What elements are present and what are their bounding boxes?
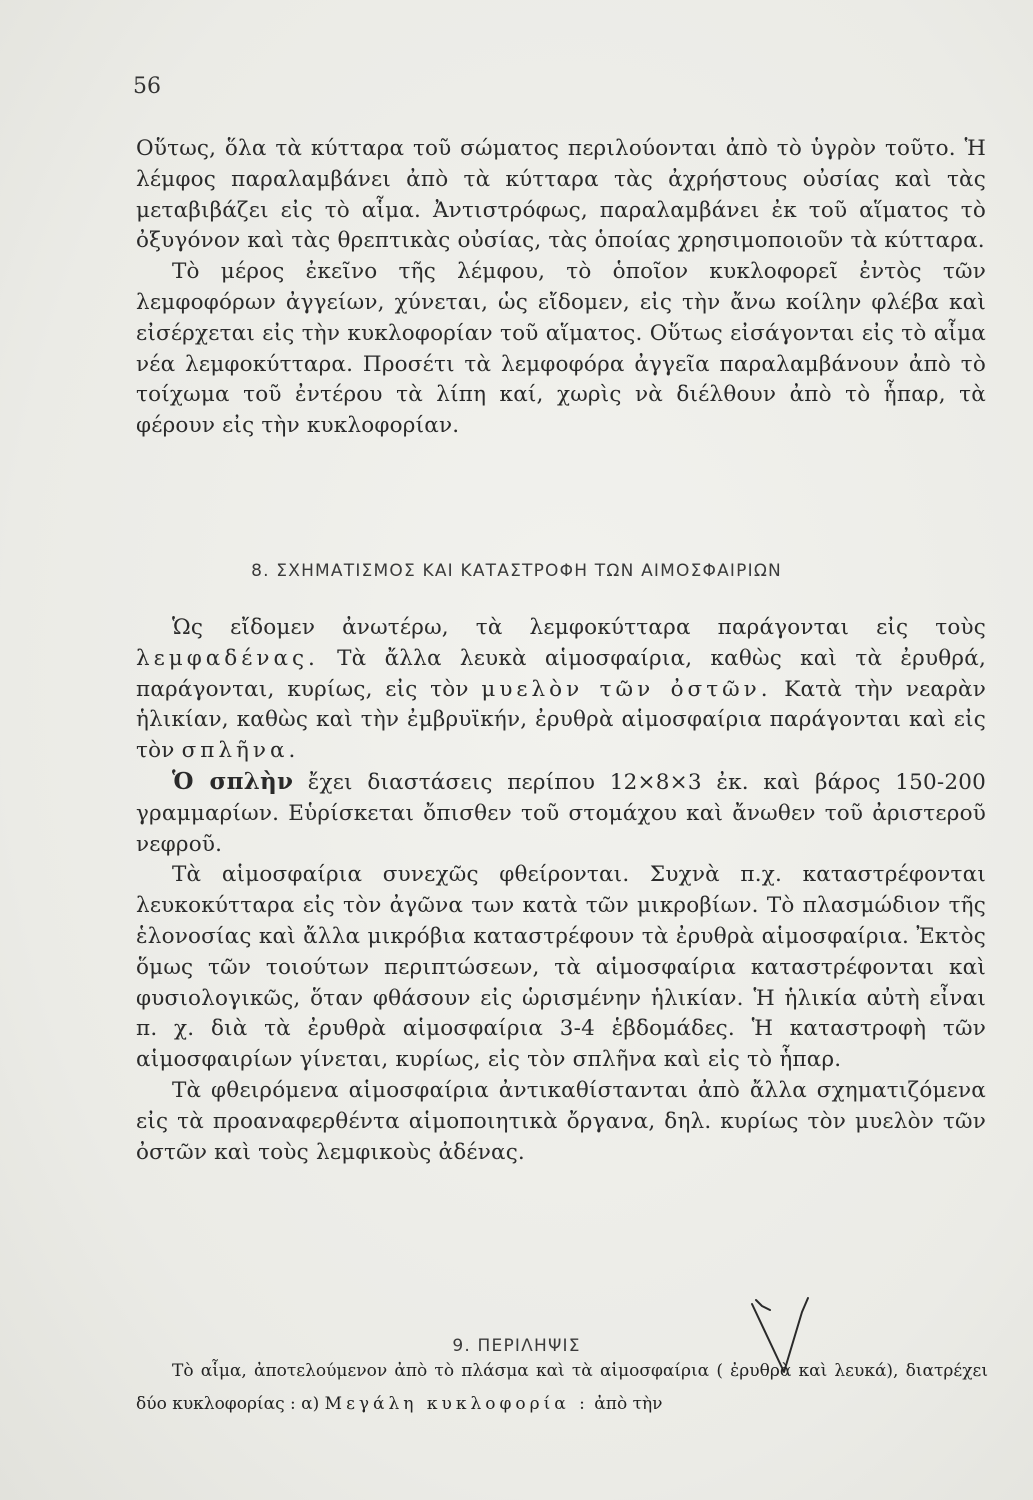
text-span: Τὰ ἄλλα λευκὰ αἱμοσφαίρια, καθὼς καὶ τὰ ἐρυθρά, παράγονται, κυρίως, εἰς τὸν <box>136 645 986 702</box>
paragraph-destruction: Τὰ αἱμοσφαίρια συνεχῶς φθείρονται. Συχνὰ π.χ. καταστρέφονται λευκοκύτταρα εἰς τὸν ἀγῶνα των κατὰ τῶν μικροβίων. Τὸ πλασμώδιον τῆς ἑλονοσίας καὶ ἄλλα μικρόβια καταστρέφουν τὰ ἐρυθρὰ αἱμοσφαίρια. Ἐκτὸς ὅμως τῶν τοιούτων περιπτώσεων, τὰ αἱμοσφαίρια καταστρέφονται καὶ φυσιολογικῶς, ὅταν φθάσουν εἰς ὡρισμένην ἡλικίαν. Ἡ ἡλικία αὐτὴ εἶναι π. χ. διὰ τὰ ἐρυθρὰ αἱμοσφαίρια 3-4 ἑβδομάδες. Ἡ καταστροφὴ τῶν αἱμοσφαιρίων γίνεται, κυρίως, εἰς τὸν σπλῆνα καὶ εἰς τὸ ἧπαρ. <box>136 862 986 1073</box>
text-span: ἀπὸ τὴν <box>594 1394 663 1414</box>
page-number: 56 <box>133 74 161 99</box>
paragraph-blood-cell-formation <box>136 613 986 767</box>
bold-term-spleen: Ὁ σπλὴν <box>172 767 294 795</box>
emphasized-term-bone-marrow: μυελὸν τῶν ὀστῶν. <box>481 676 772 702</box>
section-8-text <box>136 613 986 1168</box>
paragraph-replacement: Τὰ φθειρόμενα αἱμοσφαίρια ἀντικαθίστανται ἀπὸ ἄλλα σχηματιζόμενα εἰς τὰ προαναφερθέντα αἱμοποιητικὰ ὄργανα, δηλ. κυρίως τὸν μυελὸν τῶν ὀστῶν καὶ τοὺς λεμφικοὺς ἀδένας. <box>136 1077 986 1165</box>
emphasized-term-lymph-nodes: λεμφαδένας. <box>136 645 319 671</box>
emphasized-term-major-circulation: Μεγάλη κυκλοφορία : <box>324 1394 589 1414</box>
summary-paragraph <box>136 1355 988 1421</box>
text-span: Τὸ αἷμα, ἀποτελούμενον ἀπὸ τὸ πλάσμα καὶ τὰ αἱμοσφαίρια ( ἐρυθρὰ καὶ λευκά), διατρέχει δύο κυκλοφορίας : α) <box>136 1361 988 1414</box>
section-9-summary <box>136 1355 988 1421</box>
emphasized-term-spleen: σπλῆνα. <box>181 738 300 764</box>
section-8-heading: 8. ΣΧΗΜΑΤΙΣΜΟΣ ΚΑΙ ΚΑΤΑΣΤΡΟΦΗ ΤΩΝ ΑΙΜΟΣΦΑΙΡΙΩΝ <box>251 561 782 581</box>
paragraph-spleen <box>136 767 986 860</box>
text-span: Κατὰ τὴν νεαρὰν ἡλικίαν, καθὼς καὶ τὴν ἐμβρυϊκήν, ἐρυθρὰ αἱμοσφαίρια παράγονται καὶ εἰς τὸν <box>136 676 986 764</box>
section-7-text <box>136 134 986 442</box>
paragraph-lymph-circulation: Τὸ μέρος ἐκεῖνο τῆς λέμφου, τὸ ὁποῖον κυκλοφορεῖ ἐντὸς τῶν λεμφοφόρων ἀγγείων, χύνεται, ὡς εἴδομεν, εἰς τὴν ἄνω κοίλην φλέβα καὶ εἰσέρχεται εἰς τὴν κυκλοφορίαν τοῦ αἵματος. Οὕτως εἰσάγονται εἰς τὸ αἷμα νέα λεμφοκύτταρα. Προσέτι τὰ λεμφοφόρα ἀγγεῖα παραλαμβάνουν ἀπὸ τὸ τοίχωμα τοῦ ἐντέρου τὰ λίπη καί, χωρὶς νὰ διέλθουν ἀπὸ τὸ ἧπαρ, τὰ φέρουν εἰς τὴν κυκλοφορίαν. <box>136 259 986 439</box>
text-span: ἔχει διαστάσεις περίπου 12×8×3 ἐκ. καὶ βάρος 150-200 γραμμαρίων. Εὑρίσκεται ὄπισθεν τοῦ στομάχου καὶ ἄνωθεν τοῦ ἀριστεροῦ νεφροῦ. <box>136 769 986 857</box>
text-span: Ὡς εἴδομεν ἀνωτέρω, τὰ λεμφοκύτταρα παράγονται εἰς τοὺς <box>172 615 986 640</box>
section-9-heading: 9. ΠΕΡΙΛΗΨΙΣ <box>452 1336 581 1356</box>
paragraph-lymph-function: Οὕτως, ὅλα τὰ κύτταρα τοῦ σώματος περιλούονται ἀπὸ τὸ ὑγρὸν τοῦτο. Ἡ λέμφος παραλαμβάνει ἀπὸ τὰ κύτταρα τὰς ἀχρήστους οὐσίας καὶ τὰς μεταβιβάζει εἰς τὸ αἷμα. Ἀντιστρόφως, παραλαμβάνει ἐκ τοῦ αἵματος τὸ ὀξυγόνον καὶ τὰς θρεπτικὰς οὐσίας, τὰς ὁποίας χρησιμοποιοῦν τὰ κύτταρα. <box>136 136 986 254</box>
